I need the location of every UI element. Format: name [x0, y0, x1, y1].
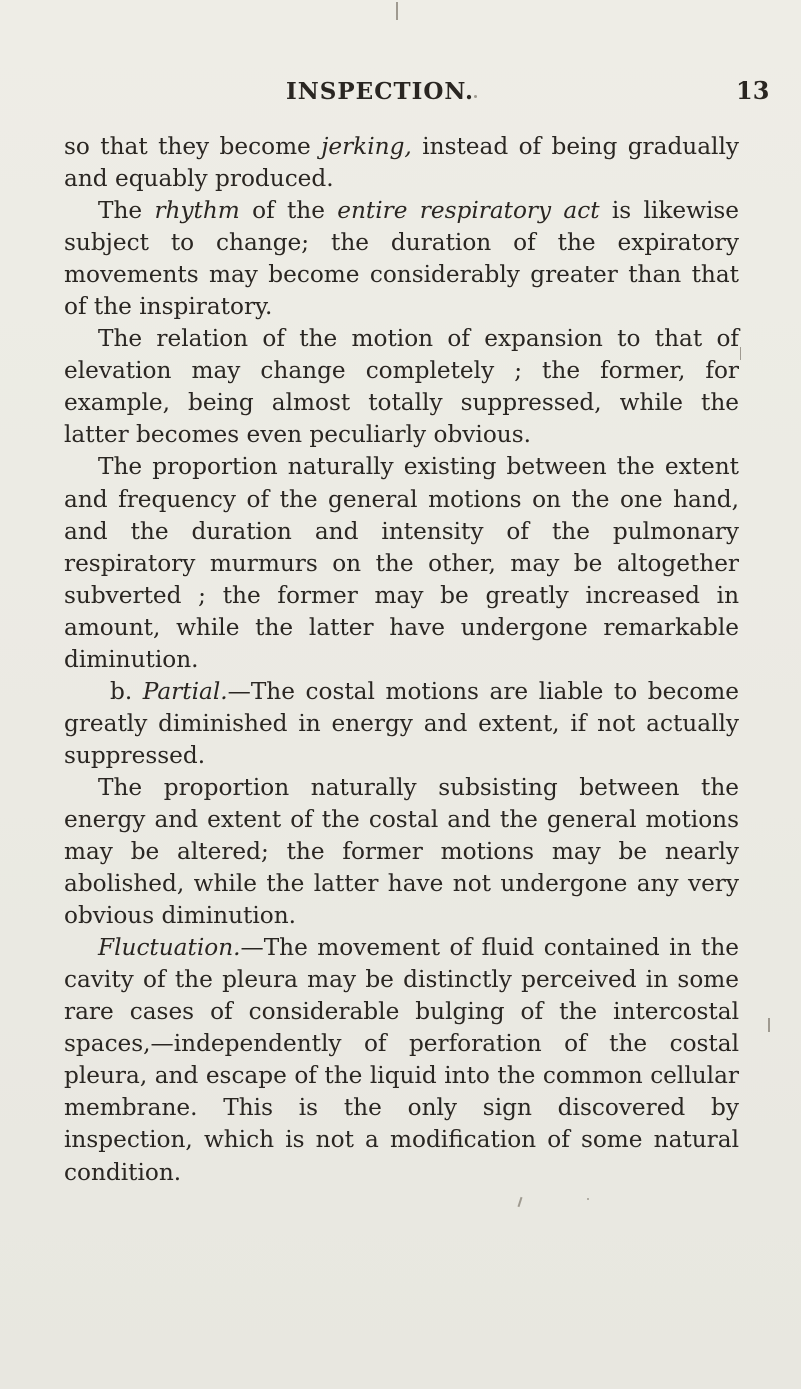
paragraph-proportion-costal: The proportion naturally subsisting between the energy and extent of the costal and the general motions may be altered; the former motions may be nearly abolished, while the latter have not undergone any very obvious diminution. [64, 773, 739, 930]
italic-term: rhythm [154, 197, 240, 225]
print-speck [768, 1018, 770, 1032]
print-speck [587, 1198, 589, 1200]
body-text [64, 131, 739, 1189]
italic-term: jerking, [321, 133, 412, 160]
paragraph-text: The [98, 197, 155, 225]
paragraph-text: instead of being gradually and equably produced. [64, 133, 739, 193]
paragraph-relation: The relation of the motion of expansion to that of elevation may change completely ; the former, for example, being almost totally suppressed, while the latter becomes even peculiarly obvious. [64, 325, 739, 449]
section-heading: Fluctuation. [98, 934, 241, 962]
section-heading: Partial. [142, 677, 228, 705]
running-head: INSPECTION. [286, 78, 474, 105]
paragraph-proportion-general: The proportion naturally existing between the extent and frequency of the general motions on the one hand, and the duration and intensity of the pulmonary respiratory murmurs on the other, may be altogether subverted ; the former may be greatly increased in amount, while the latter have undergone remarkable diminution. [64, 453, 739, 673]
print-speck [518, 1197, 523, 1207]
paragraph-continuation [64, 131, 739, 195]
section-label: b. [110, 677, 143, 705]
paragraph-text: of the [239, 197, 338, 225]
paragraph-text: is likewise subject to change; the duration of the expiratory movements may become considerably greater than that of the inspiratory. [64, 197, 739, 321]
paragraph-text: —The movement of fluid contained in the cavity of the pleura may be distinctly perceived in some rare cases of considerable bulging of the intercostal spaces,—independently of perforation of the costal pleura, and escape of the liquid into the common cellular membrane. This is the only sign discovered by inspection, which is not a modification of some natural condition. [64, 934, 739, 1186]
paragraph-text: so that they become [64, 133, 322, 160]
paragraph-partial [64, 676, 739, 772]
paragraph-text: —The costal motions are liable to become greatly diminished in energy and extent, if not actually suppressed. [64, 677, 739, 769]
print-speck [740, 347, 741, 360]
page-number: 13 [736, 76, 770, 105]
paragraph-fluctuation [64, 932, 739, 1188]
paragraph-rhythm [64, 195, 739, 323]
italic-term: entire respiratory act [337, 197, 600, 225]
print-speck [396, 2, 398, 20]
page-header [0, 78, 801, 118]
print-speck [474, 95, 477, 98]
